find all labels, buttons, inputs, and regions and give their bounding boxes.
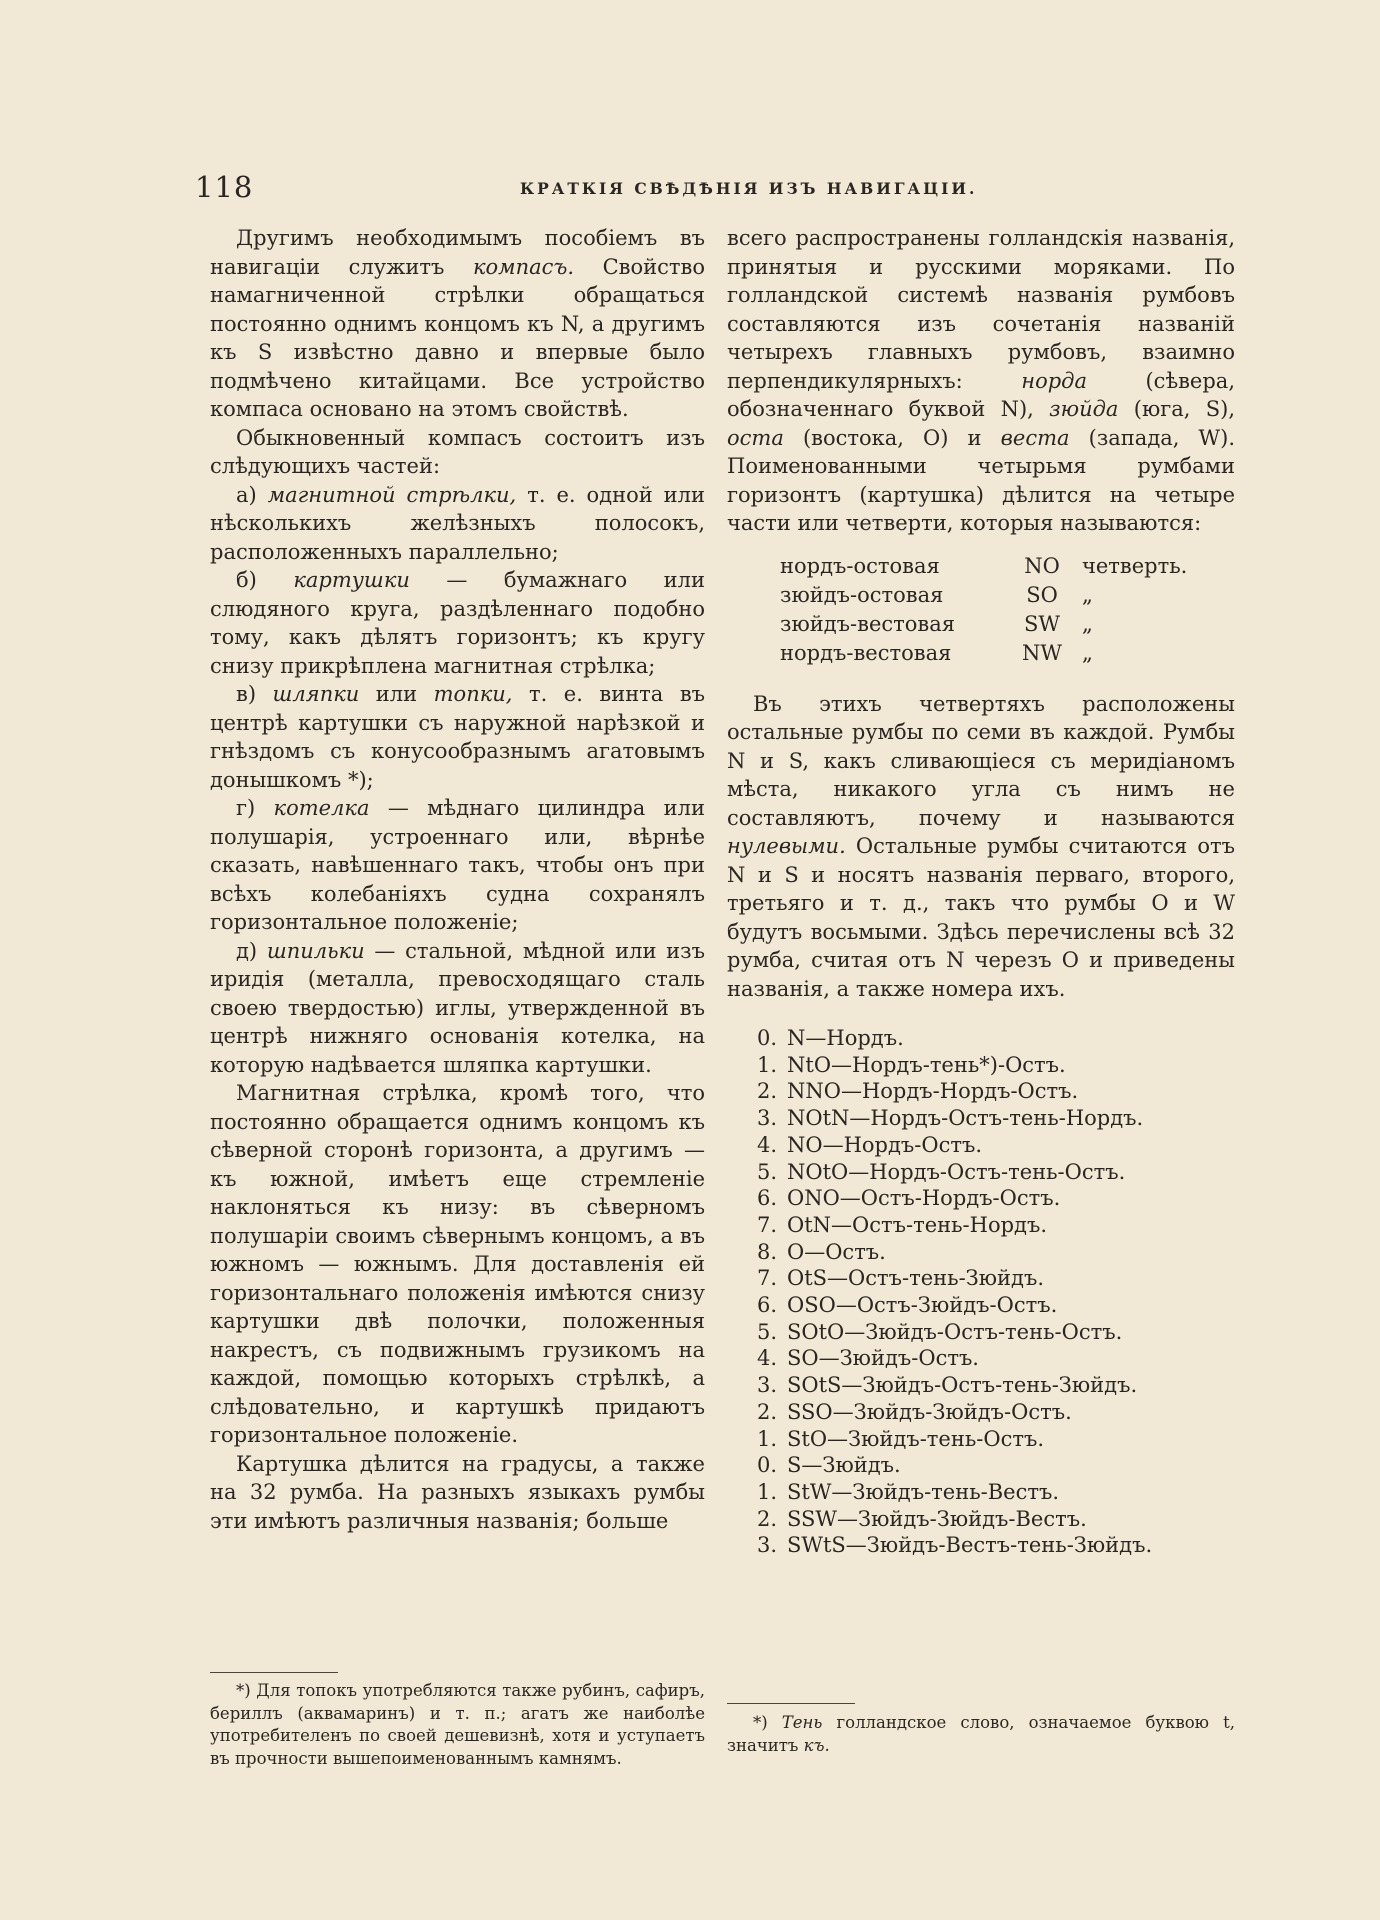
quarter-suffix: четверть. [1082,553,1188,578]
compass-point-item [747,1078,1235,1105]
paragraph-rumb-count: Въ этихъ четвертяхъ расположены остальные румбы по семи въ каждой. Румбы N и S, какъ сливающіеся съ меридіаномъ мѣста, никакого угла съ нимъ не составляютъ, почему и называются нулевыми. Остальные румбы считаются отъ N и S и носятъ названія перваго, второго, третьяго и т. д., такъ что румбы O и W будутъ восьмыми. Здѣсь перечислены всѣ 32 румба, считая отъ N черезъ O и приведены названія, а также номера ихъ. [727,691,1235,1001]
quarter-row [780,552,1187,581]
compass-point-name: SOtO—Зюйдъ-Остъ-тень-Остъ. [787,1319,1123,1344]
compass-point-name: NNO—Нордъ-Нордъ-Остъ. [787,1079,1079,1104]
compass-point-number: 2. [756,1399,777,1424]
compass-point-number: 7. [756,1266,777,1291]
quarters-table [780,552,1187,668]
quarter-name: зюйдъ-остовая [780,582,944,607]
compass-point-number: 6. [756,1186,777,1211]
compass-point-name: SWtS—Зюйдъ-Вестъ-тень-Зюйдъ. [787,1533,1153,1558]
compass-point-name: N—Нордъ. [787,1026,904,1050]
compass-point-name: OtS—Остъ-тень-Зюйдъ. [787,1266,1044,1291]
quarter-code: SO [1026,582,1058,607]
compass-point-name: NOtO—Нордъ-Остъ-тень-Остъ. [787,1159,1126,1184]
compass-point-item [747,1105,1235,1132]
footnote-left: *) Для топокъ употребляются также рубинъ, сафиръ, бериллъ (аквамаринъ) и т. п.; агатъ же наиболѣе употребителенъ по своей дешевизнѣ, хотя и уступаетъ въ прочности вышепоименованнымъ камнямъ. [210,1681,705,1768]
compass-point-number: 7. [756,1212,777,1237]
paragraph-magnetic-needle: Магнитная стрѣлка, кромѣ того, что постоянно обращается однимъ концомъ къ сѣверной сторонѣ горизонта, а другимъ — къ южной, имѣетъ еще стремленіе наклоняться къ низу: въ сѣверномъ полушаріи своимъ сѣвернымъ концомъ, а въ южномъ — южнымъ. Для доставленія ей горизонтальнаго положенія имѣются снизу картушки двѣ полочки, положенныя накрестъ, съ подвижнымъ грузикомъ на каждой, помощью которыхъ стрѣлкѣ, а слѣдовательно, и картушкѣ придаютъ горизонтальное положеніе. [210,1081,705,1447]
compass-points-list [747,1025,1235,1559]
compass-point-item [747,1506,1235,1533]
compass-point-number: 1. [756,1426,777,1451]
compass-point-item [747,1132,1235,1159]
compass-point-item [747,1319,1235,1346]
compass-point-number: 4. [756,1346,777,1371]
compass-point-number: 3. [756,1533,777,1558]
quarter-name: нордъ-вестовая [780,640,952,665]
compass-point-number: 1. [756,1052,777,1077]
quarter-suffix: „ [1082,611,1093,636]
compass-point-name: OtN—Остъ-тень-Нордъ. [787,1212,1048,1237]
paragraph-compass-intro: Другимъ необходимымъ пособіемъ въ навигаціи служитъ компасъ. Свойство намагниченной стрѣлки обращаться постоянно однимъ концомъ къ N, а другимъ къ S извѣстно давно и впервые было подмѣчено китайцами. Все устройство компаса основано на этомъ свойствѣ. [210,226,705,421]
compass-point-item [747,1372,1235,1399]
quarter-name: зюйдъ-вестовая [780,611,955,636]
compass-point-item [747,1265,1235,1292]
compass-point-item [747,1426,1235,1453]
compass-point-name: O—Остъ. [787,1239,886,1264]
compass-point-number: 4. [756,1132,777,1157]
compass-point-number: 2. [756,1506,777,1531]
compass-point-item [747,1532,1235,1559]
quarter-code: NO [1024,553,1060,578]
compass-point-name: SOtS—Зюйдъ-Остъ-тень-Зюйдъ. [787,1373,1138,1398]
compass-point-name: NO—Нордъ-Остъ. [787,1132,983,1157]
compass-point-name: StW—Зюйдъ-тень-Вестъ. [787,1479,1060,1504]
compass-point-item [747,1399,1235,1426]
right-column [727,224,1235,1559]
compass-point-name: ONO—Остъ-Нордъ-Остъ. [787,1186,1061,1211]
compass-point-item [747,1239,1235,1266]
compass-point-item [747,1025,1235,1052]
paragraph-dutch-names: всего распространены голландскія названія, принятыя и русскими моряками. По голландской системѣ названія румбовъ составляются изъ сочетанія названій четырехъ главныхъ румбовъ, взаимно перпендикулярныхъ: норда (сѣвера, обозначеннаго буквой N), зюйда (юга, S), оста (востока, O) и веста (запада, W). Поименованными четырьмя румбами горизонтъ (картушка) дѣлится на четыре части или четверти, которыя называются: [727,226,1235,535]
quarter-row [780,639,1187,668]
footnote-right: *) Тень голландское слово, означаемое буквою t, значитъ къ. [727,1713,1235,1755]
compass-point-item [747,1452,1235,1479]
compass-point-number: 0. [756,1026,777,1050]
quarter-suffix: „ [1082,640,1093,665]
running-head: КРАТКІЯ СВѢДѢНІЯ ИЗЪ НАВИГАЦІИ. [520,179,978,198]
page-number: 118 [195,170,254,204]
compass-point-item [747,1159,1235,1186]
compass-point-name: NtO—Нордъ-тень*)-Остъ. [787,1052,1066,1077]
compass-point-item [747,1052,1235,1079]
quarter-code: SW [1024,611,1060,636]
compass-point-number: 5. [756,1159,777,1184]
compass-point-item [747,1185,1235,1212]
list-item-d: д) шпильки — стальной, мѣдной или изъ иридія (металла, превосходящаго сталь своею твердостью) иглы, утвержденной въ центрѣ нижняго основанія котелка, на которую надѣвается шляпка картушки. [210,938,705,1077]
compass-point-number: 1. [756,1479,777,1504]
compass-point-number: 8. [756,1239,777,1264]
quarter-row [780,610,1187,639]
list-item-g: г) котелка — мѣднаго цилиндра или полушарія, устроеннаго или, вѣрнѣе сказать, навѣшеннаго такъ, чтобы онъ при всѣхъ колебаніяхъ судна сохранялъ горизонтальное положеніе; [210,796,705,934]
compass-point-item [747,1292,1235,1319]
paragraph-card-division: Картушка дѣлится на градусы, а также на 32 румба. На разныхъ языкахъ румбы эти имѣютъ различныя названія; больше [210,1451,705,1533]
footnote-rule-left [210,1672,338,1673]
compass-point-number: 3. [756,1373,777,1398]
compass-point-name: StO—Зюйдъ-тень-Остъ. [787,1426,1044,1451]
paragraph-compass-parts: Обыкновенный компасъ состоитъ изъ слѣдующихъ частей: [210,425,705,478]
list-item-v: в) шляпки или топки, т. е. винта въ центрѣ картушки съ наружной нарѣзкой и гнѣздомъ съ конусообразнымъ агатовымъ донышкомъ *); [210,682,706,792]
quarter-code: NW [1022,640,1062,665]
compass-point-number: 2. [756,1079,777,1104]
compass-point-number: 3. [756,1106,777,1131]
quarter-row [780,581,1187,610]
list-item-b: б) картушки — бумажнаго или слюдяного круга, раздѣленнаго подобно тому, какъ дѣлятъ горизонтъ; къ кругу снизу прикрѣплена магнитная стрѣлка; [210,568,705,678]
compass-point-name: SSW—Зюйдъ-Зюйдъ-Вестъ. [787,1506,1087,1531]
compass-point-item [747,1345,1235,1372]
quarter-name: нордъ-остовая [780,553,940,578]
quarter-suffix: „ [1082,582,1093,607]
compass-point-number: 5. [756,1319,777,1344]
compass-point-item [747,1479,1235,1506]
list-item-a: а) магнитной стрѣлки, т. е. одной или нѣсколькихъ желѣзныхъ полосокъ, расположенныхъ параллельно; [210,482,706,564]
compass-point-name: NOtN—Нордъ-Остъ-тень-Нордъ. [787,1106,1144,1131]
footnote-rule-right [727,1703,855,1704]
compass-point-number: 0. [756,1453,777,1478]
left-column [210,224,705,1535]
compass-point-name: SSO—Зюйдъ-Зюйдъ-Остъ. [787,1399,1072,1424]
compass-point-name: OSO—Остъ-Зюйдъ-Остъ. [787,1293,1058,1318]
compass-point-number: 6. [756,1293,777,1318]
compass-point-name: S—Зюйдъ. [787,1453,901,1478]
compass-point-item [747,1212,1235,1239]
compass-point-name: SO—Зюйдъ-Остъ. [787,1346,979,1371]
